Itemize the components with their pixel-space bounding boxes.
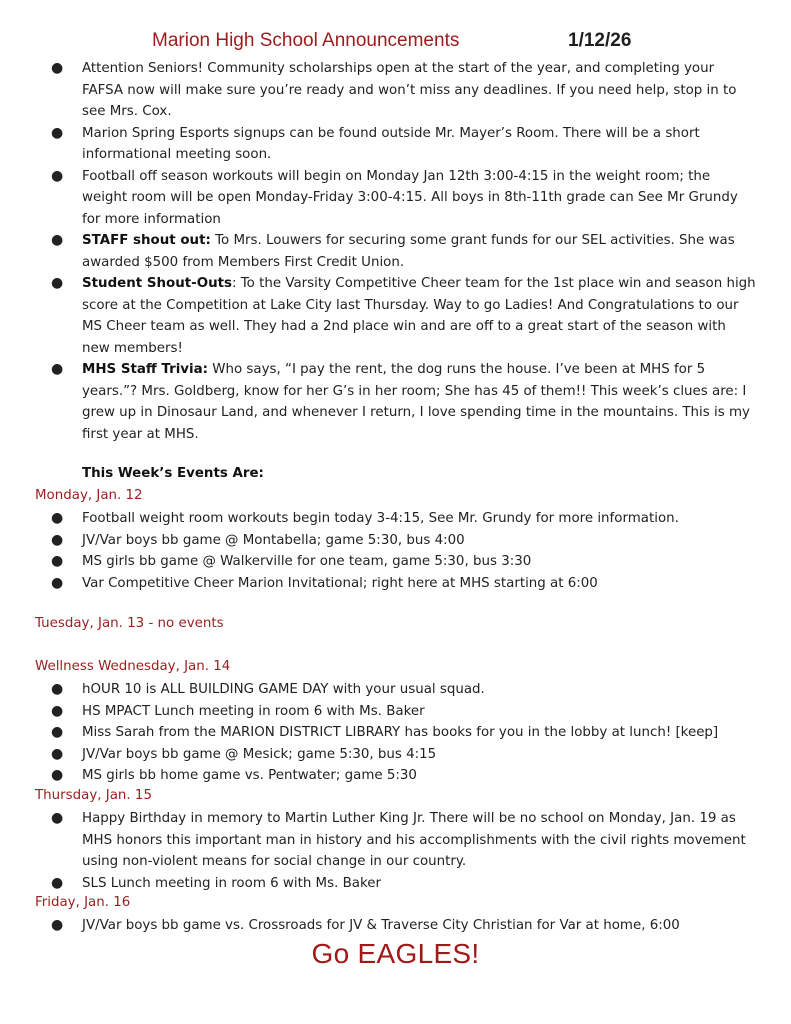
announcement-item [0,123,791,166]
event-text: SLS Lunch meeting in room 6 with Ms. Baker [82,875,382,891]
page-header [0,30,791,56]
announcement-text: Football off season workouts will begin on Monday Jan 12th 3:00-4:15 in the weight room; the weight room will be open Monday-Friday 3:00-4:15. All boys in 8th-11th grade can See Mr Grundy for more information [82,168,738,227]
day-heading-wednesday: Wellness Wednesday, Jan. 14 [35,659,231,674]
day-heading-thursday: Thursday, Jan. 15 [35,788,152,803]
bullet-icon: ● [51,60,64,76]
footer-slogan: Go EAGLES! [311,938,480,969]
bullet-icon: ● [51,724,64,740]
announcement-text: : To the Varsity Competitive Cheer team for the 1st place win and season high score at the Competition at Lake City last Thursday. Way to go Ladies! And Congratulations to our MS Cheer team as well. They had a 2nd place win and are off to a great start of the season with new members! [82,276,756,356]
announcement-bold-label: STAFF shout out: [82,233,211,248]
day-heading-tuesday: Tuesday, Jan. 13 - no events [35,616,224,631]
bullet-icon: ● [51,232,64,248]
day-heading-monday: Monday, Jan. 12 [35,488,143,503]
event-text: MS girls bb game @ Walkerville for one team, game 5:30, bus 3:30 [82,554,532,569]
announcement-bold-label: Student Shout-Outs [82,276,232,291]
event-text: Var Competitive Cheer Marion Invitational; right here at MHS starting at 6:00 [82,575,598,591]
week-events-heading: This Week’s Events Are: [82,466,264,481]
event-item [0,765,791,787]
friday-event-list [0,915,791,937]
bullet-icon: ● [51,702,64,719]
bullet-icon: ● [51,810,64,826]
bullet-icon: ● [51,681,64,697]
monday-event-list [0,508,791,594]
announcement-text: Attention Seniors! Community scholarships open at the start of the year, and completing your FAFSA now will make sure you’re ready and won’t miss any deadlines. If you need help, stop in to see Mrs. Cox. [82,61,737,119]
event-item [0,873,791,895]
event-item [0,508,791,530]
bullet-icon: ● [51,574,64,591]
announcement-text: Who says, “I pay the rent, the dog runs the house. I’ve been at MHS for 5 years.”? Mrs. Goldberg, know for her G’s in her room; She has 45 of them!! This week’s clues are: I grew up in Dinosaur Land, and whenever I return, I love spending time in the mountains. This is my first year at MHS. [82,362,750,442]
announcement-item [0,58,791,123]
event-item [0,551,791,573]
announcement-bold-label: MHS Staff Trivia: [82,362,208,377]
event-text: Football weight room workouts begin today 3-4:15, See Mr. Grundy for more information. [82,511,679,526]
event-item [0,679,791,701]
bullet-icon: ● [51,124,64,141]
bullet-icon: ● [51,275,64,291]
event-text: JV/Var boys bb game vs. Crossroads for JV & Traverse City Christian for Var at home, 6:00 [82,918,680,933]
bullet-icon: ● [51,361,64,377]
event-text: Happy Birthday in memory to Martin Luther King Jr. There will be no school on Monday, Jan. 19 as MHS honors this important man in history and his accomplishments with the civil rights movement using non-violent means for social change in our country. [82,811,746,869]
event-item [0,573,791,595]
event-item [0,701,791,723]
event-item [0,722,791,744]
event-text: hOUR 10 is ALL BUILDING GAME DAY with your usual squad. [82,682,485,697]
announcement-item [0,273,791,359]
bullet-icon: ● [51,874,64,891]
bullet-icon: ● [51,917,64,933]
bullet-icon: ● [51,553,64,569]
bullet-icon: ● [51,531,64,548]
event-item [0,915,791,937]
event-text: HS MPACT Lunch meeting in room 6 with Ms. Baker [82,703,425,719]
page-title: Marion High School Announcements [152,30,460,51]
day-heading-friday: Friday, Jan. 16 [35,895,131,910]
announcement-list [0,58,791,445]
bullet-icon: ● [51,167,64,184]
event-item [0,744,791,766]
announcement-item [0,166,791,231]
bullet-icon: ● [51,767,64,783]
announcement-text: To Mrs. Louwers for securing some grant funds for our SEL activities. She was awarded $500 from Members First Credit Union. [82,233,735,270]
event-text: MS girls bb home game vs. Pentwater; game 5:30 [82,768,417,783]
event-text: JV/Var boys bb game @ Montabella; game 5:30, bus 4:00 [82,532,465,548]
announcement-text: Marion Spring Esports signups can be found outside Mr. Mayer’s Room. There will be a short informational meeting soon. [82,125,700,162]
bullet-icon: ● [51,510,64,526]
announcement-item [0,359,791,445]
thursday-event-list [0,808,791,894]
wednesday-event-list [0,679,791,787]
event-text: Miss Sarah from the MARION DISTRICT LIBRARY has books for you in the lobby at lunch! [keep] [82,725,719,740]
announcement-item [0,230,791,273]
page-date: 1/12/26 [568,30,632,51]
event-item [0,530,791,552]
event-item [0,808,791,873]
event-text: JV/Var boys bb game @ Mesick; game 5:30, bus 4:15 [82,746,437,762]
bullet-icon: ● [51,745,64,762]
